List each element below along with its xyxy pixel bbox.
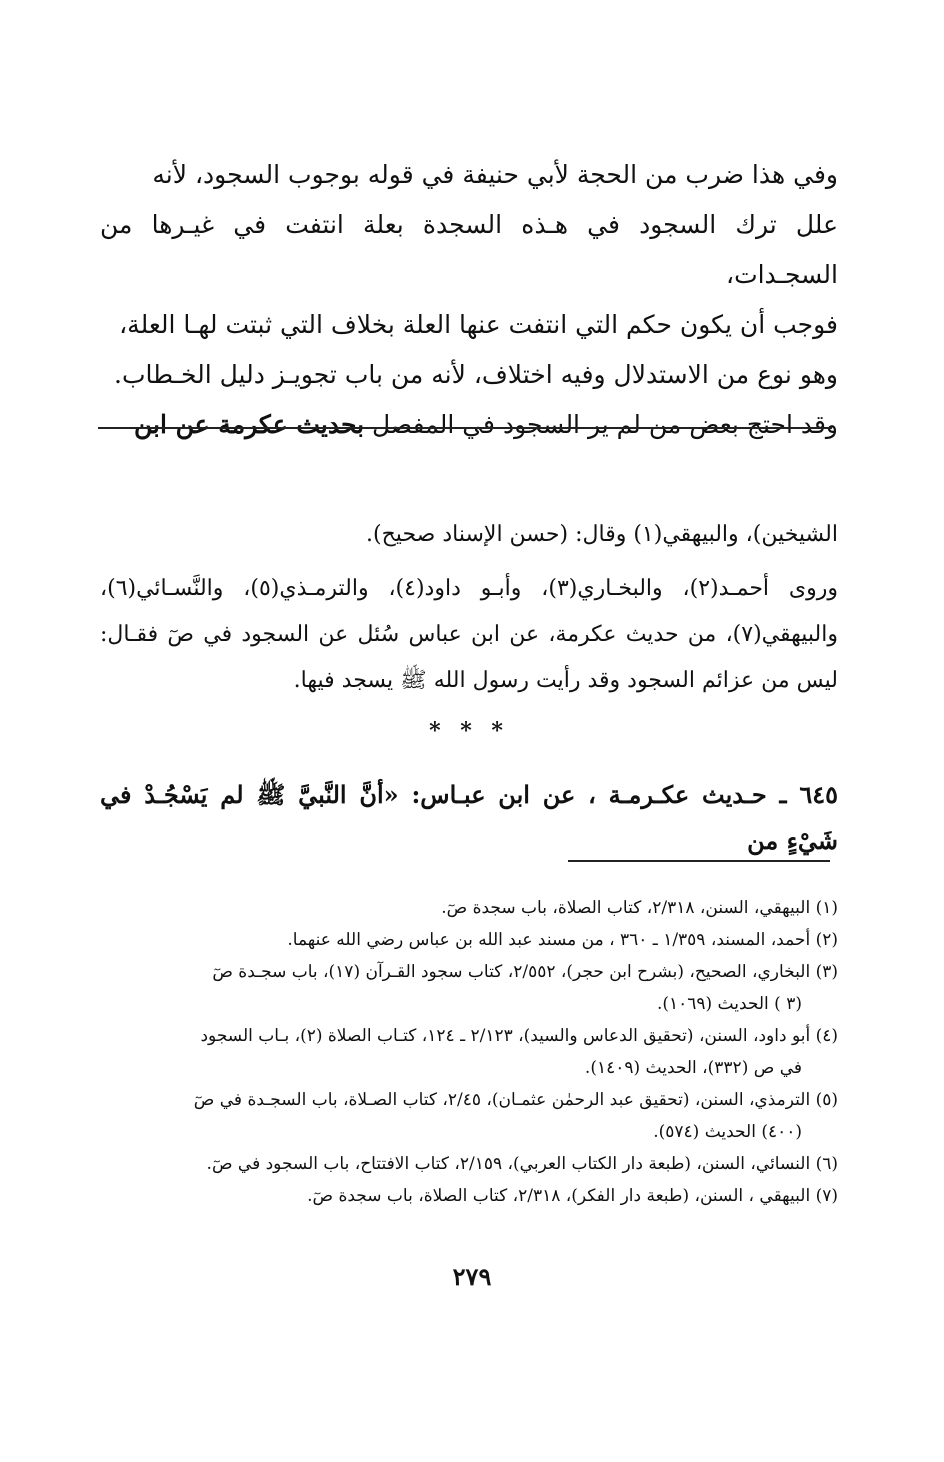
section-separator-stars: * * * bbox=[429, 718, 509, 744]
hadith-commentary-block bbox=[100, 512, 838, 712]
main-line-2: علل ترك السجود في هـذه السجدة بعلة انتفت في غيـرها من السجـدات، bbox=[100, 210, 838, 289]
hadith-heading: ٦٤٥ ـ حـديث عكـرمـة ، عن ابن عبـاس: «أنَّ النَّبيَّ ﷺ لم يَسْجُـدْ في شَيْءٍ من bbox=[100, 780, 838, 855]
footnote-1 bbox=[100, 892, 838, 924]
footnote-2 bbox=[100, 924, 838, 956]
main-line-5-plain: وقد احتج بعض من لم ير السجود في المفصل bbox=[372, 410, 838, 439]
footnote-2-line-1: (٢) أحمد، المسند، ١/٣٥٩ ـ ٣٦٠ ، من مسند عبد الله بن عباس رضي الله عنهما. bbox=[287, 930, 838, 950]
footnote-3 bbox=[100, 956, 838, 1020]
main-line-3: فوجب أن يكون حكم التي انتفت عنها العلة بخلاف التي ثبتت لهـا العلة، bbox=[119, 310, 838, 339]
main-line-1: وفي هذا ضرب من الحجة لأبي حنيفة في قوله بوجوب السجود، لأنه bbox=[152, 160, 838, 189]
footnote-4-line-2: في ص (٣٣٢)، الحديث (١٤٠٩). bbox=[584, 1058, 802, 1078]
top-divider-rule bbox=[98, 427, 832, 429]
footnote-5 bbox=[100, 1084, 838, 1148]
footnotes-block bbox=[100, 892, 838, 1212]
footnote-1-line-1: (١) البيهقي، السنن، ٢/٣١٨، كتاب الصلاة، باب سجدة صٓ. bbox=[441, 898, 838, 918]
main-text-block bbox=[100, 150, 838, 450]
footnote-5-line-2: (٤٠٠) الحديث (٥٧٤). bbox=[653, 1122, 802, 1142]
footnote-6-line-1: (٦) النسائي، السنن، (طبعة دار الكتاب العربي)، ٢/١٥٩، كتاب الافتتاح، باب السجود في صٓ. bbox=[206, 1154, 838, 1174]
footnote-divider-rule bbox=[568, 860, 830, 862]
commentary-paragraph-2: وروى أحمـد(٢)، والبخـاري(٣)، وأبـو داود(٤)، والترمـذي(٥)، والنَّسـائي(٦)، والبيهقي(٧)، من حديث عكرمة، عن ابن عباس سُئل عن السجود في صٓ فقـال: ليس من عزائم السجود وقد رأيت رسول الله ﷺ يسجد فيها. bbox=[100, 576, 838, 693]
footnote-7-line-1: (٧) البيهقي ، السنن، (طبعة دار الفكر)، ٢/٣١٨، كتاب الصلاة، باب سجدة صٓ. bbox=[307, 1186, 838, 1206]
footnote-4-line-1: (٤) أبو داود، السنن، (تحقيق الدعاس والسيد)، ٢/١٢٣ ـ ١٢٤، كتـاب الصلاة (٢)، بـاب السجود bbox=[200, 1026, 838, 1046]
footnote-4 bbox=[100, 1020, 838, 1084]
footnote-3-line-2: (٣ ) الحديث (١٠٦٩). bbox=[656, 994, 802, 1014]
footnote-3-line-1: (٣) البخاري، الصحيح، (بشرح ابن حجر)، ٢/٥٥٢، كتاب سجود القـرآن (١٧)، باب سجـدة صٓ bbox=[212, 962, 838, 982]
page-number: ٢٧٩ bbox=[452, 1262, 492, 1291]
footnote-5-line-1: (٥) الترمذي، السنن، (تحقيق عبد الرحمٰن عثمـان)، ٢/٤٥، كتاب الصـلاة، باب السجـدة في صٓ bbox=[193, 1090, 838, 1110]
main-line-5-bold: بحديث عكرمة عن ابن bbox=[134, 410, 365, 439]
commentary-paragraph-1: الشيخين)، والبيهقي(١) وقال: (حسن الإسناد صحيح). bbox=[366, 522, 838, 547]
footnote-6 bbox=[100, 1148, 838, 1180]
main-line-5 bbox=[100, 400, 838, 450]
main-line-4: وهو نوع من الاستدلال وفيه اختلاف، لأنه من باب تجويـز دليل الخـطاب. bbox=[114, 360, 838, 389]
footnote-7 bbox=[100, 1180, 838, 1212]
